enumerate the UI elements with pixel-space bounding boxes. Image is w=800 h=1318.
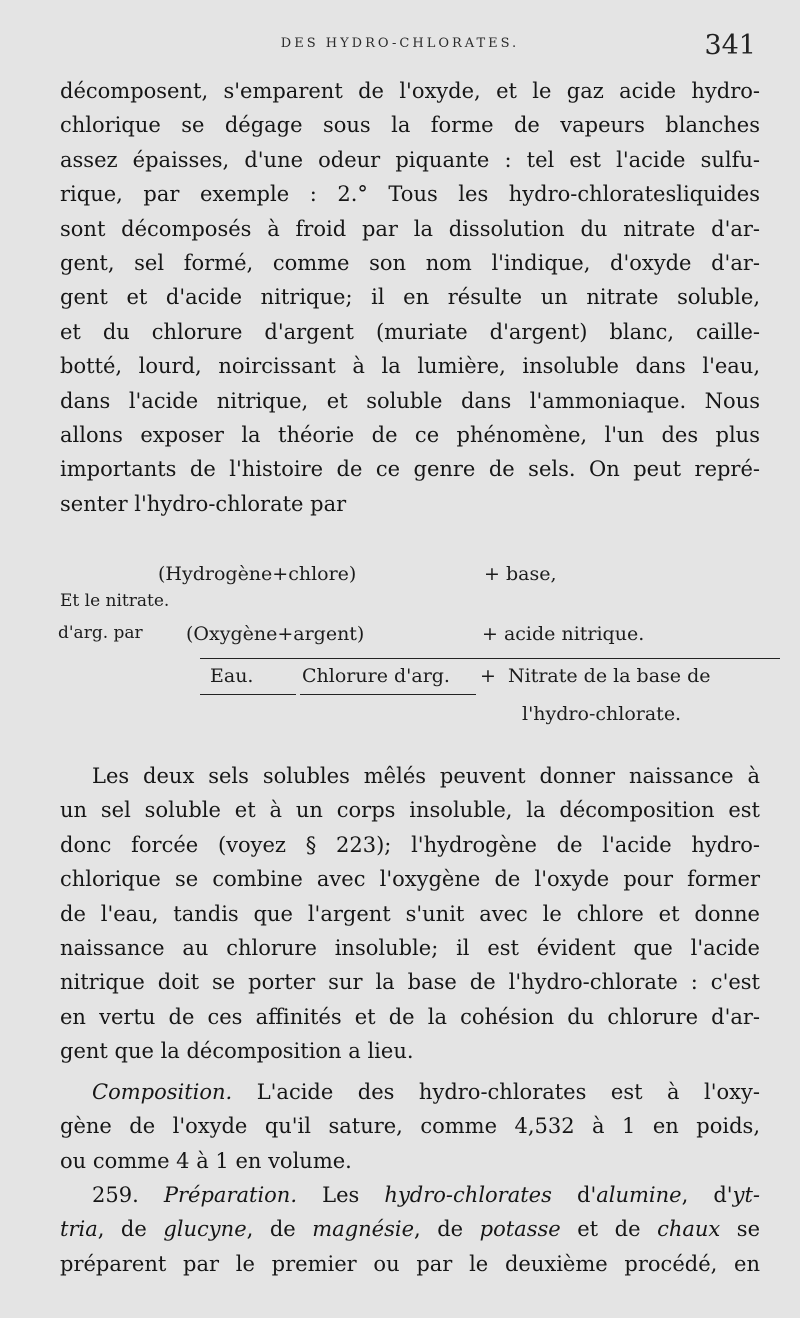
- text-line: gène de l'oxyde qu'il sature, comme 4,532 à 1 en poids,: [60, 1114, 760, 1139]
- text-line: allons exposer la théorie de ce phénomène, l'un des plus: [60, 422, 760, 447]
- formula-underline-chloride: [300, 694, 476, 695]
- word: magnésie: [312, 1217, 415, 1242]
- section-label-composition: Composition.: [92, 1080, 233, 1104]
- text-line: [60, 1075, 760, 1109]
- word: , de: [246, 1217, 296, 1242]
- text-line: [60, 1212, 760, 1246]
- page-number: 341: [704, 30, 756, 61]
- paragraph-composition: [60, 1075, 760, 1178]
- word: glucyne: [163, 1217, 247, 1242]
- formula-water: Eau.: [210, 665, 254, 687]
- text-line: sont décomposés à froid par la dissolution du nitrate d'ar-: [60, 216, 760, 241]
- formula-nitrate-label: Et le nitrate.: [60, 591, 170, 611]
- formula-oxygen-silver: (Oxygène+argent): [186, 623, 365, 645]
- word: , d': [681, 1183, 733, 1207]
- formula-arg-prefix: d'arg. par: [58, 623, 143, 643]
- text-line: dans l'acide nitrique, et soluble dans l'ammoniaque. Nous: [60, 388, 760, 413]
- line-text: L'acide des hydro-chlorates est à l'oxy-: [256, 1080, 760, 1104]
- word: Les: [322, 1183, 360, 1207]
- word: yt-: [732, 1183, 760, 1207]
- text-line: chlorique se dégage sous la forme de vapeurs blanches: [60, 113, 760, 138]
- running-header: DES HYDRO-CHLORATES.: [280, 36, 520, 51]
- text-line: gent, sel formé, comme son nom l'indique, d'oxyde d'ar-: [60, 250, 760, 275]
- text-line: un sel soluble et à un corps insoluble, la décomposition est: [60, 798, 760, 823]
- text-line: décomposent, s'emparent de l'oxyde, et le gaz acide hydro-: [60, 79, 760, 103]
- text-line: naissance au chlorure insoluble; il est évident que l'acide: [60, 935, 760, 960]
- word: hydro-chlorates: [384, 1183, 552, 1207]
- formula-plus: +: [480, 665, 496, 687]
- text-line: nitrique doit se porter sur la base de l'hydro-chlorate : c'est: [60, 970, 760, 995]
- paragraph-preparation: [60, 1178, 760, 1281]
- word: tria: [60, 1217, 98, 1242]
- text-line: gent que la décomposition a lieu.: [60, 1039, 414, 1064]
- formula-plus-base: + base,: [484, 563, 557, 585]
- formula-rule: [200, 658, 780, 659]
- text-line: en vertu de ces affinités et de la cohésion du chlorure d'ar-: [60, 1004, 760, 1029]
- text-line: [60, 1178, 760, 1212]
- formula-plus-nitric-acid: + acide nitrique.: [482, 623, 645, 645]
- text-line: botté, lourd, noircissant à la lumière, insoluble dans l'eau,: [60, 354, 760, 379]
- text-line: senter l'hydro-chlorate par: [60, 491, 347, 516]
- word: potasse: [479, 1217, 561, 1242]
- text-line: donc forcée (voyez § 223); l'hydrogène de l'acide hydro-: [60, 832, 760, 857]
- text-line: importants de l'histoire de ce genre de sels. On peut repré-: [60, 457, 760, 482]
- formula-nitrate-of-base: Nitrate de la base de: [508, 665, 711, 687]
- formula-hydro-chlorate: l'hydro-chlorate.: [522, 703, 682, 725]
- word: , de: [97, 1217, 147, 1242]
- text-line: ou comme 4 à 1 en volume.: [60, 1148, 352, 1173]
- word: d': [577, 1183, 597, 1207]
- paragraph-1: [60, 74, 760, 521]
- text-line: rique, par exemple : 2.° Tous les hydro-chloratesliquides: [60, 182, 760, 207]
- word: se: [736, 1217, 761, 1242]
- paragraph-2: [60, 759, 760, 1069]
- formula-underline-water: [200, 694, 296, 695]
- text-line: et du chlorure d'argent (muriate d'argent) blanc, caille-: [60, 319, 760, 344]
- reaction-formula: [0, 555, 800, 735]
- formula-hydrogen-chlorine: (Hydrogène+chlore): [158, 563, 357, 585]
- section-number: 259.: [92, 1183, 139, 1207]
- text-line: Les deux sels solubles mêlés peuvent donner naissance à: [92, 764, 760, 788]
- text-line: gent et d'acide nitrique; il en résulte un nitrate soluble,: [60, 285, 760, 310]
- text-line: préparent par le premier ou par le deuxième procédé, en: [60, 1251, 760, 1276]
- text-line: chlorique se combine avec l'oxygène de l'oxyde pour former: [60, 867, 760, 892]
- text-line: assez épaisses, d'une odeur piquante : tel est l'acide sulfu-: [60, 147, 760, 172]
- word: et de: [577, 1217, 641, 1242]
- formula-silver-chloride: Chlorure d'arg.: [302, 665, 450, 687]
- word: , de: [414, 1217, 464, 1242]
- section-label-preparation: Préparation.: [163, 1183, 298, 1207]
- text-line: de l'eau, tandis que l'argent s'unit avec le chlore et donne: [60, 901, 760, 926]
- word: chaux: [657, 1217, 721, 1242]
- word: alumine: [596, 1183, 682, 1207]
